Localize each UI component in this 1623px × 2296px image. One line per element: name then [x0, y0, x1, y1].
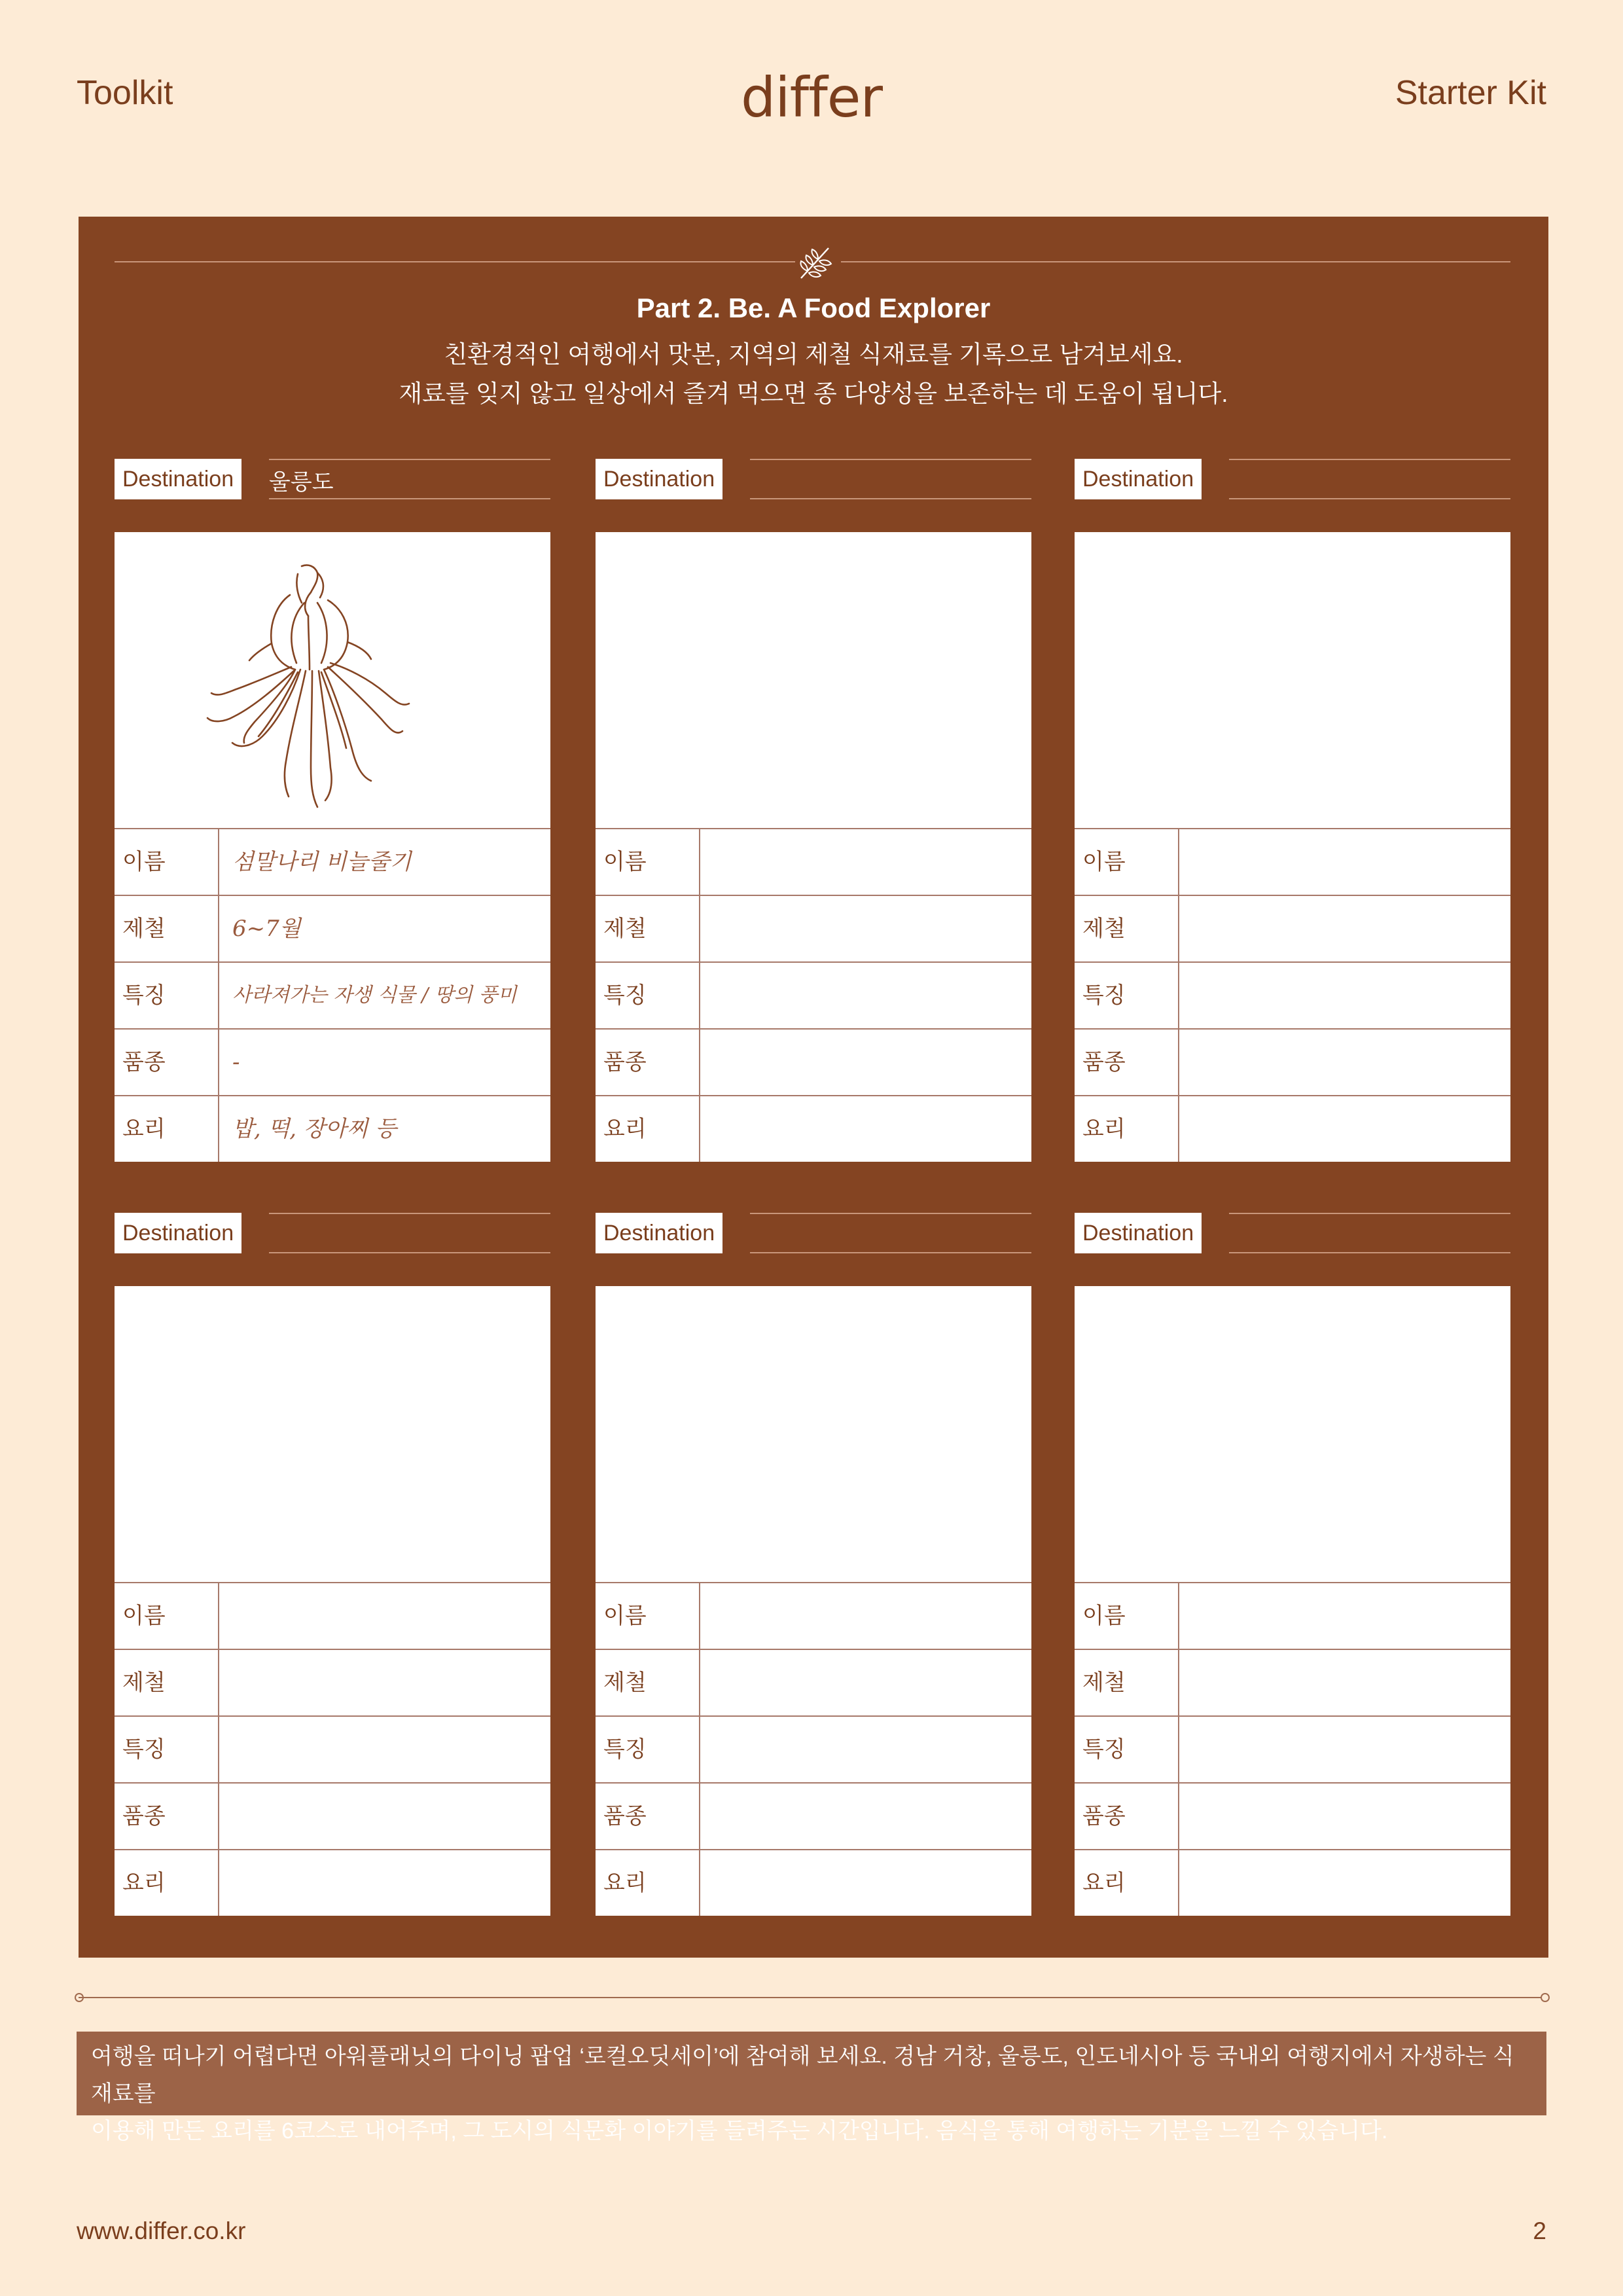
- variety-label: 품종: [596, 1784, 700, 1849]
- intro-line-1: 친환경적인 여행에서 맛본, 지역의 제철 식재료를 기록으로 남겨보세요.: [444, 341, 1183, 368]
- name-label: 이름: [1075, 829, 1179, 895]
- name-value[interactable]: 섬말나리 비늘줄기: [232, 849, 412, 875]
- food-photo-area: [1075, 532, 1510, 829]
- food-info-table: [115, 829, 550, 1162]
- divider-right: [841, 261, 1510, 262]
- table-row-name: [596, 829, 1031, 896]
- rule-end-dot: [1541, 1993, 1550, 2002]
- destination-line: [750, 459, 1031, 460]
- table-row-variety: [115, 1030, 550, 1096]
- food-photo-area: [1075, 1286, 1510, 1583]
- feature-label: 특징: [1075, 963, 1179, 1028]
- intro-line-2: 재료를 잊지 않고 일상에서 즐겨 먹으면 종 다양성을 보존하는 데 도움이 됩니다.: [399, 380, 1228, 407]
- note-line-1: 여행을 떠나기 어렵다면 아워플래닛의 다이닝 팝업 ‘로컬오딧세이’에 참여해 보세요. 경남 거창, 울릉도, 인도네시아 등 국내외 여행지에서 자생하는 식재료를: [91, 2044, 1514, 2106]
- food-photo-area: [115, 532, 550, 829]
- starter-kit-label: Starter Kit: [1395, 74, 1546, 112]
- name-label: 이름: [115, 829, 219, 895]
- destination-row: [115, 459, 550, 501]
- destination-line: [750, 498, 1031, 499]
- destination-row: [1075, 459, 1510, 501]
- toolkit-label: Toolkit: [77, 74, 173, 112]
- table-row-variety: [596, 1784, 1031, 1850]
- food-photo-area: [596, 532, 1031, 829]
- season-label: 제철: [596, 896, 700, 961]
- destination-label: Destination: [115, 1213, 241, 1253]
- season-label: 제철: [115, 1650, 219, 1715]
- dish-value[interactable]: 밥, 떡, 장아찌 등: [232, 1116, 397, 1142]
- table-row-variety: [596, 1030, 1031, 1096]
- lily-bulb-illustration: [115, 532, 550, 828]
- table-row-variety: [1075, 1784, 1510, 1850]
- info-note: [77, 2032, 1546, 2144]
- table-row-dish: [596, 1096, 1031, 1162]
- destination-line: [269, 1252, 550, 1253]
- table-row-season: [596, 896, 1031, 963]
- destination-line: [1229, 498, 1510, 499]
- season-label: 제철: [596, 1650, 700, 1715]
- destination-line: [1229, 1252, 1510, 1253]
- destination-row: [1075, 1213, 1510, 1255]
- variety-label: 품종: [115, 1030, 219, 1095]
- destination-label: Destination: [115, 459, 241, 499]
- leaf-icon: [792, 240, 838, 286]
- page-number: 2: [1533, 2217, 1546, 2244]
- destination-value[interactable]: 울릉도: [269, 470, 334, 495]
- food-info-table: [596, 1583, 1031, 1916]
- table-row-name: [115, 1583, 550, 1650]
- table-row-feature: [1075, 963, 1510, 1030]
- food-photo-area: [115, 1286, 550, 1583]
- table-row-feature: [115, 963, 550, 1030]
- destination-label: Destination: [1075, 1213, 1202, 1253]
- table-row-name: [115, 829, 550, 896]
- destination-line: [269, 498, 550, 499]
- feature-label: 특징: [1075, 1717, 1179, 1782]
- food-info-table: [1075, 1583, 1510, 1916]
- destination-row: [596, 459, 1031, 501]
- name-label: 이름: [115, 1583, 219, 1649]
- table-row-feature: [596, 1717, 1031, 1784]
- table-row-name: [1075, 1583, 1510, 1650]
- name-label: 이름: [596, 829, 700, 895]
- table-row-season: [115, 896, 550, 963]
- dish-label: 요리: [115, 1096, 219, 1162]
- dish-label: 요리: [596, 1096, 700, 1162]
- table-row-feature: [115, 1717, 550, 1784]
- food-photo-area: [596, 1286, 1031, 1583]
- name-label: 이름: [1075, 1583, 1179, 1649]
- destination-line: [269, 459, 550, 460]
- variety-value[interactable]: -: [232, 1049, 240, 1075]
- name-label: 이름: [596, 1583, 700, 1649]
- feature-label: 특징: [596, 963, 700, 1028]
- dish-label: 요리: [115, 1850, 219, 1916]
- table-row-name: [1075, 829, 1510, 896]
- table-row-dish: [115, 1850, 550, 1916]
- season-label: 제철: [1075, 896, 1179, 961]
- food-info-table: [596, 829, 1031, 1162]
- feature-label: 특징: [115, 963, 219, 1028]
- destination-label: Destination: [1075, 459, 1202, 499]
- footer-divider: [79, 1997, 1544, 1998]
- table-row-feature: [1075, 1717, 1510, 1784]
- differ-logo: differ: [740, 65, 883, 130]
- divider-left: [115, 261, 795, 262]
- variety-label: 품종: [596, 1030, 700, 1095]
- table-row-dish: [115, 1096, 550, 1162]
- food-info-table: [115, 1583, 550, 1916]
- destination-row: [596, 1213, 1031, 1255]
- feature-value[interactable]: 사라져가는 자생 식물 / 땅의 풍미: [232, 984, 517, 1007]
- table-row-season: [1075, 1650, 1510, 1717]
- season-label: 제철: [115, 896, 219, 961]
- destination-line: [269, 1213, 550, 1214]
- table-row-variety: [1075, 1030, 1510, 1096]
- table-row-name: [596, 1583, 1031, 1650]
- variety-label: 품종: [115, 1784, 219, 1849]
- dish-label: 요리: [1075, 1850, 1179, 1916]
- destination-line: [1229, 1213, 1510, 1214]
- destination-label: Destination: [596, 459, 722, 499]
- table-row-season: [1075, 896, 1510, 963]
- season-label: 제철: [1075, 1650, 1179, 1715]
- destination-line: [750, 1213, 1031, 1214]
- table-row-season: [596, 1650, 1031, 1717]
- variety-label: 품종: [1075, 1030, 1179, 1095]
- destination-label: Destination: [596, 1213, 722, 1253]
- variety-label: 품종: [1075, 1784, 1179, 1849]
- destination-line: [1229, 459, 1510, 460]
- dish-label: 요리: [596, 1850, 700, 1916]
- table-row-dish: [1075, 1850, 1510, 1916]
- food-explorer-panel: [79, 217, 1548, 1958]
- table-row-dish: [596, 1850, 1031, 1916]
- feature-label: 특징: [596, 1717, 700, 1782]
- table-row-dish: [1075, 1096, 1510, 1162]
- part-title: Part 2. Be. A Food Explorer: [636, 293, 991, 323]
- table-row-season: [115, 1650, 550, 1717]
- season-value[interactable]: 6~7월: [232, 916, 301, 942]
- website-link[interactable]: www.differ.co.kr: [77, 2217, 246, 2244]
- destination-line: [750, 1252, 1031, 1253]
- destination-row: [115, 1213, 550, 1255]
- feature-label: 특징: [115, 1717, 219, 1782]
- note-line-2: 이용해 만든 요리를 6코스로 내어주며, 그 도시의 식문화 이야기를 들려주는 시간입니다. 음식을 통해 여행하는 기분을 느낄 수 있습니다.: [91, 2119, 1388, 2144]
- table-row-variety: [115, 1784, 550, 1850]
- dish-label: 요리: [1075, 1096, 1179, 1162]
- table-row-feature: [596, 963, 1031, 1030]
- food-info-table: [1075, 829, 1510, 1162]
